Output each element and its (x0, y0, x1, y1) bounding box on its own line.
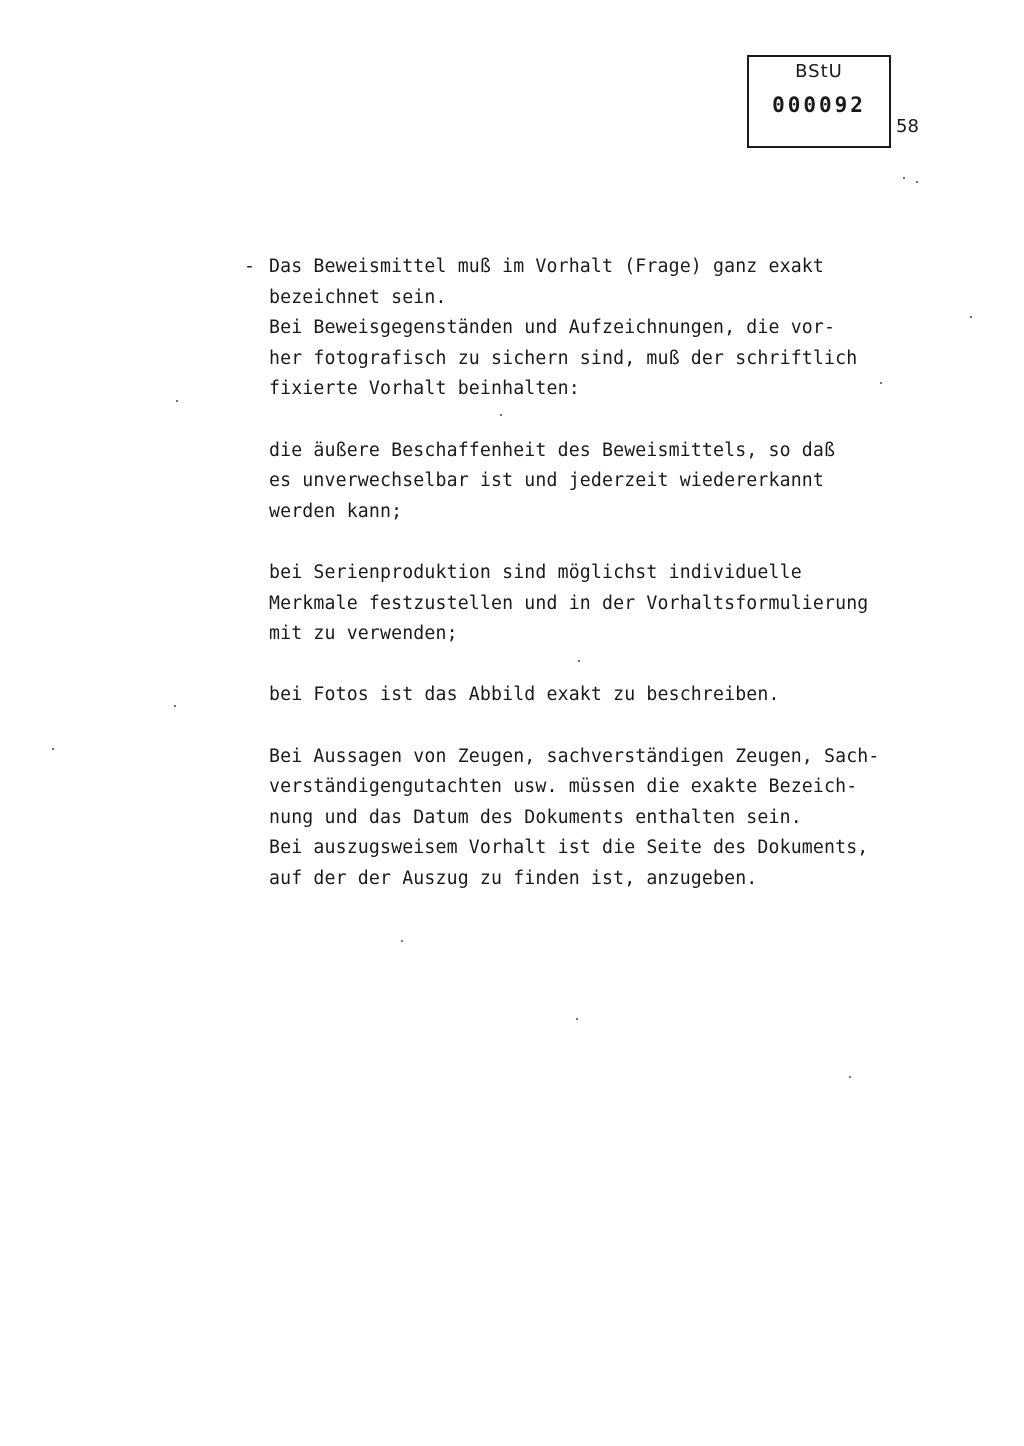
text-line: werden kann; (269, 500, 403, 522)
scan-speck (578, 660, 580, 662)
text-line: die äußere Beschaffenheit des Beweismittels, so daß (269, 439, 836, 461)
scan-speck (174, 705, 176, 707)
text-line: Bei auszugsweisem Vorhalt ist die Seite des Dokuments, (269, 837, 869, 859)
text-line: mit zu verwenden; (269, 623, 458, 645)
stamp-document-number: 000092 (772, 93, 866, 117)
text-line: Bei Aussagen von Zeugen, sachverständigen Zeugen, Sach- (269, 745, 880, 767)
page-number: 58 (896, 116, 919, 137)
text-line: Bei Beweisgegenständen und Aufzeichnungen, die vor- (269, 317, 836, 339)
scan-speck (903, 177, 905, 179)
text-line: bei Serienproduktion sind möglichst individuelle (269, 561, 802, 583)
text-line: fixierte Vorhalt beinhalten: (269, 378, 580, 400)
scan-speck (880, 382, 882, 384)
stamp-archive-label: BStU (795, 61, 843, 82)
text-line: es unverwechselbar ist und jederzeit wiedererkannt (269, 470, 824, 492)
paragraph (269, 742, 969, 895)
scan-speck (970, 316, 972, 318)
scan-speck (401, 940, 403, 942)
archive-stamp (747, 55, 891, 148)
paragraph (269, 680, 969, 711)
paragraph (269, 558, 969, 650)
scan-speck (849, 1076, 851, 1078)
scan-speck (916, 181, 918, 183)
scan-speck (576, 1018, 578, 1020)
paragraph (269, 436, 969, 528)
scan-speck (500, 414, 502, 416)
text-line: Merkmale festzustellen und in der Vorhaltsformulierung (269, 592, 869, 614)
text-line: bei Fotos ist das Abbild exakt zu beschreiben. (269, 684, 780, 706)
text-line: Das Beweismittel muß im Vorhalt (Frage) ganz exakt (269, 256, 824, 277)
text-line: verständigengutachten usw. müssen die exakte Bezeich- (269, 776, 858, 798)
list-marker: - (244, 256, 255, 277)
text-line: nung und das Datum des Dokuments enthalten sein. (269, 806, 802, 828)
document-body (269, 252, 969, 894)
text-line: bezeichnet sein. (269, 286, 447, 308)
text-line: auf der der Auszug zu finden ist, anzugeben. (269, 867, 758, 889)
scan-speck (52, 748, 54, 750)
text-line: her fotografisch zu sichern sind, muß der schriftlich (269, 347, 858, 369)
scan-speck (176, 400, 178, 402)
paragraph (269, 252, 969, 405)
